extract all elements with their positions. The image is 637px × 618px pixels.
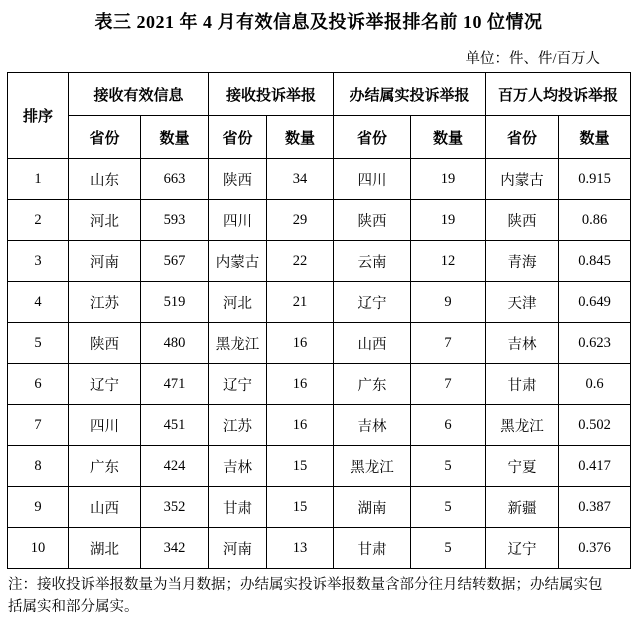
rank-cell: 5	[8, 323, 69, 364]
province-cell: 河北	[209, 282, 267, 323]
count-cell: 0.86	[559, 200, 631, 241]
ranking-table	[7, 72, 631, 569]
count-cell: 471	[141, 364, 209, 405]
province-cell: 湖南	[334, 487, 411, 528]
province-cell: 吉林	[334, 405, 411, 446]
province-cell: 天津	[486, 282, 559, 323]
count-cell: 0.417	[559, 446, 631, 487]
count-cell: 34	[267, 159, 334, 200]
count-cell: 19	[411, 200, 486, 241]
count-cell: 15	[267, 446, 334, 487]
province-cell: 甘肃	[486, 364, 559, 405]
count-column-header: 数量	[267, 116, 334, 159]
rank-cell: 1	[8, 159, 69, 200]
province-cell: 四川	[69, 405, 141, 446]
count-cell: 22	[267, 241, 334, 282]
count-cell: 593	[141, 200, 209, 241]
province-cell: 四川	[334, 159, 411, 200]
count-cell: 21	[267, 282, 334, 323]
footnote: 注：接收投诉举报数量为当月数据；办结属实投诉举报数量含部分往月结转数据；办结属实包括属实和部分属实。	[8, 577, 603, 615]
count-cell: 5	[411, 446, 486, 487]
count-cell: 451	[141, 405, 209, 446]
table-row	[8, 282, 631, 323]
province-column-header: 省份	[209, 116, 267, 159]
group-header-verified-complaints: 办结属实投诉举报	[334, 73, 486, 116]
table-row	[8, 241, 631, 282]
count-cell: 0.376	[559, 528, 631, 569]
count-cell: 15	[267, 487, 334, 528]
province-cell: 河北	[69, 200, 141, 241]
province-column-header: 省份	[486, 116, 559, 159]
province-cell: 内蒙古	[486, 159, 559, 200]
group-header-row	[8, 73, 631, 116]
province-cell: 甘肃	[209, 487, 267, 528]
province-cell: 甘肃	[334, 528, 411, 569]
count-cell: 19	[411, 159, 486, 200]
count-cell: 7	[411, 364, 486, 405]
count-cell: 663	[141, 159, 209, 200]
count-cell: 12	[411, 241, 486, 282]
group-header-received-valid-info: 接收有效信息	[69, 73, 209, 116]
province-cell: 宁夏	[486, 446, 559, 487]
count-cell: 0.6	[559, 364, 631, 405]
count-cell: 6	[411, 405, 486, 446]
count-cell: 7	[411, 323, 486, 364]
rank-cell: 10	[8, 528, 69, 569]
province-cell: 陕西	[209, 159, 267, 200]
province-cell: 山西	[69, 487, 141, 528]
province-cell: 新疆	[486, 487, 559, 528]
province-column-header: 省份	[334, 116, 411, 159]
count-cell: 0.502	[559, 405, 631, 446]
province-column-header: 省份	[69, 116, 141, 159]
group-header-complaints-per-million: 百万人均投诉举报	[486, 73, 631, 116]
province-cell: 江苏	[209, 405, 267, 446]
province-cell: 吉林	[486, 323, 559, 364]
count-cell: 13	[267, 528, 334, 569]
province-cell: 湖北	[69, 528, 141, 569]
province-cell: 陕西	[486, 200, 559, 241]
count-cell: 9	[411, 282, 486, 323]
table-body	[8, 159, 631, 569]
count-cell: 0.623	[559, 323, 631, 364]
count-cell: 352	[141, 487, 209, 528]
rank-cell: 6	[8, 364, 69, 405]
table-header	[8, 73, 631, 159]
table-row	[8, 323, 631, 364]
count-cell: 29	[267, 200, 334, 241]
rank-cell: 4	[8, 282, 69, 323]
province-cell: 青海	[486, 241, 559, 282]
count-cell: 567	[141, 241, 209, 282]
province-cell: 黑龙江	[486, 405, 559, 446]
count-cell: 16	[267, 405, 334, 446]
count-cell: 424	[141, 446, 209, 487]
count-cell: 0.649	[559, 282, 631, 323]
province-cell: 辽宁	[486, 528, 559, 569]
province-cell: 广东	[69, 446, 141, 487]
province-cell: 陕西	[334, 200, 411, 241]
province-cell: 辽宁	[69, 364, 141, 405]
count-cell: 519	[141, 282, 209, 323]
province-cell: 辽宁	[334, 282, 411, 323]
group-header-received-complaints: 接收投诉举报	[209, 73, 334, 116]
unit-label: 单位：件、件/百万人	[465, 51, 600, 67]
rank-cell: 9	[8, 487, 69, 528]
province-cell: 山西	[334, 323, 411, 364]
province-cell: 辽宁	[209, 364, 267, 405]
count-cell: 5	[411, 487, 486, 528]
count-column-header: 数量	[559, 116, 631, 159]
province-cell: 河南	[209, 528, 267, 569]
count-cell: 0.915	[559, 159, 631, 200]
count-cell: 0.845	[559, 241, 631, 282]
table-row	[8, 159, 631, 200]
rank-column-header: 排序	[8, 73, 69, 159]
table-row	[8, 446, 631, 487]
table-row	[8, 487, 631, 528]
rank-cell: 8	[8, 446, 69, 487]
page-title: 表三 2021 年 4 月有效信息及投诉举报排名前 10 位情况	[94, 12, 543, 32]
count-cell: 0.387	[559, 487, 631, 528]
province-cell: 云南	[334, 241, 411, 282]
province-cell: 内蒙古	[209, 241, 267, 282]
table-row	[8, 405, 631, 446]
count-cell: 342	[141, 528, 209, 569]
count-cell: 16	[267, 323, 334, 364]
province-cell: 黑龙江	[334, 446, 411, 487]
table-row	[8, 528, 631, 569]
province-cell: 四川	[209, 200, 267, 241]
sub-header-row	[8, 116, 631, 159]
count-cell: 480	[141, 323, 209, 364]
province-cell: 吉林	[209, 446, 267, 487]
province-cell: 河南	[69, 241, 141, 282]
rank-cell: 3	[8, 241, 69, 282]
rank-cell: 7	[8, 405, 69, 446]
table-row	[8, 364, 631, 405]
count-cell: 5	[411, 528, 486, 569]
province-cell: 江苏	[69, 282, 141, 323]
count-column-header: 数量	[411, 116, 486, 159]
table-row	[8, 200, 631, 241]
province-cell: 山东	[69, 159, 141, 200]
province-cell: 黑龙江	[209, 323, 267, 364]
province-cell: 陕西	[69, 323, 141, 364]
rank-cell: 2	[8, 200, 69, 241]
province-cell: 广东	[334, 364, 411, 405]
count-column-header: 数量	[141, 116, 209, 159]
count-cell: 16	[267, 364, 334, 405]
